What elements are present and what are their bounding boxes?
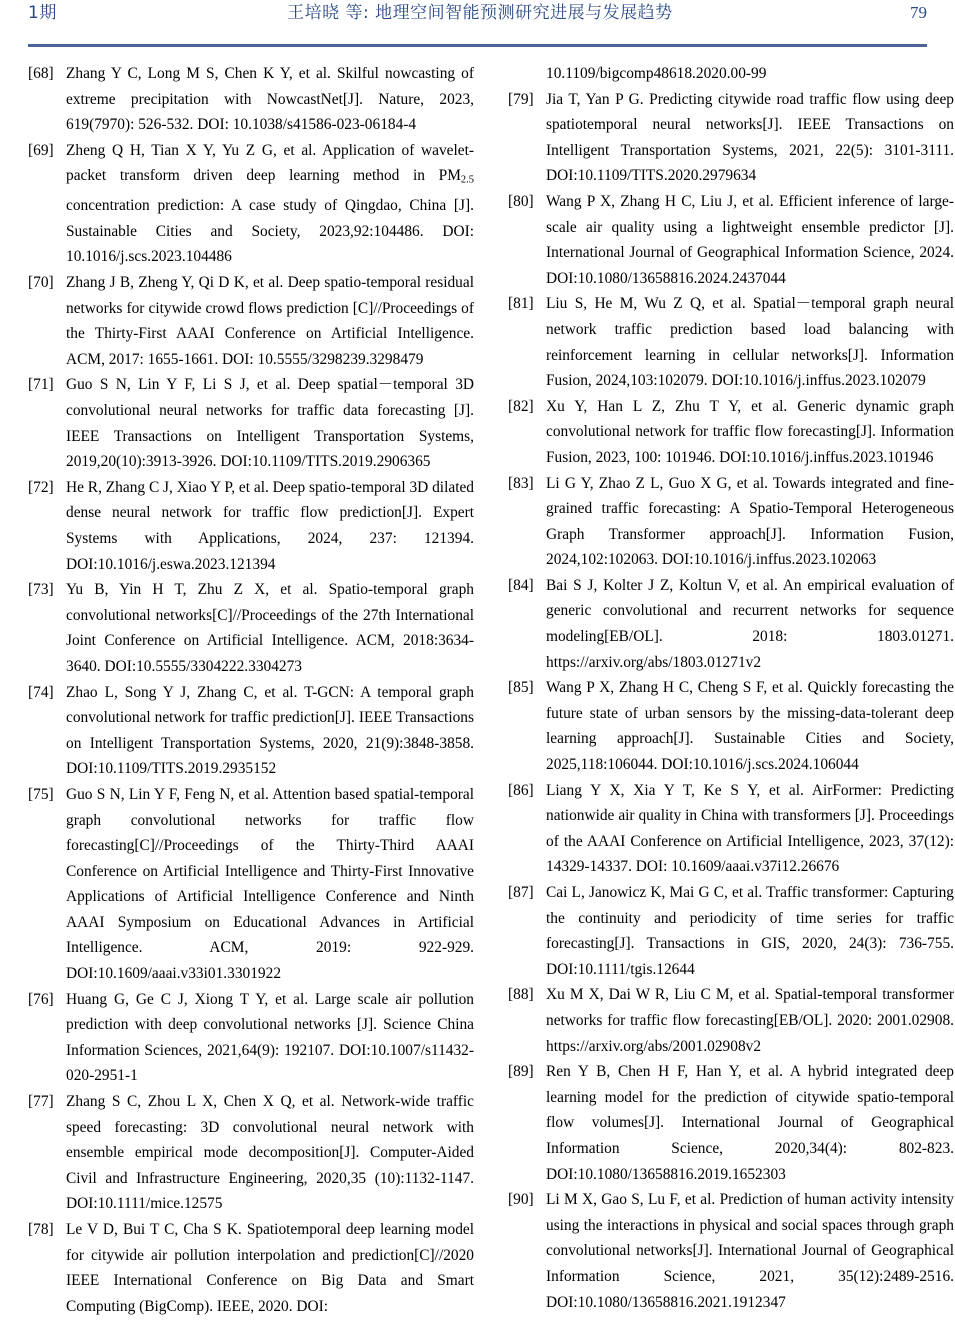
running-header xyxy=(28,0,927,44)
reference-number: [86] xyxy=(508,781,534,799)
reference-entry xyxy=(28,577,474,679)
reference-entry xyxy=(508,291,954,393)
reference-text: Xu M X, Dai W R, Liu C M, et al. Spatial-temporal transformer networks for traffic flow forecasting[EB/OL]. 2020: 2001.02908. https://arxiv.org/abs/2001.02908v2 xyxy=(546,986,954,1055)
reference-number: [80] xyxy=(508,192,534,210)
reference-entry xyxy=(508,394,954,471)
reference-number: [68] xyxy=(28,65,54,82)
reference-text: Wang P X, Zhang H C, Cheng S F, et al. Quickly forecasting the future state of urban sensors by the missing-data-tolerant deep learning approach[J]. Sustainable Cities and Society, 2025,118:106044. DOI:10.1016/j.scs.2024.106044 xyxy=(546,679,954,774)
reference-number: [81] xyxy=(508,295,534,313)
reference-columns xyxy=(28,61,954,1319)
reference-text: Yu B, Yin H T, Zhu Z X, et al. Spatio-temporal graph convolutional networks[C]//Proceedings of the 27th International Joint Conference on Artificial Intelligence. ACM, 2018:3634-3640. DOI:10.5555/3304222.3304273 xyxy=(66,581,474,675)
reference-text: Ren Y B, Chen H F, Han Y, et al. A hybrid integrated deep learning model for the prediction of citywide spatio-temporal flow volumes[J]. International Journal of Geographical Information Science, 2020,34(4): 802-823. DOI:10.1080/13658816.2019.1652303 xyxy=(546,1063,954,1183)
reference-number: [79] xyxy=(508,90,534,108)
reference-number: [82] xyxy=(508,397,534,415)
reference-text: Zhao L, Song Y J, Zhang C, et al. T-GCN: A temporal graph convolutional network for traffic prediction[J]. IEEE Transactions on Intelligent Transportation Systems, 2020, 21(9):3848-3858. DOI:10.1109/TITS.2019.2935152 xyxy=(66,683,474,778)
reference-text: Huang G, Ge C J, Xiong T Y, et al. Large scale air pollution prediction with deep convolutional networks [J]. Science China Information Sciences, 2021,64(9): 192107. DOI:10.1007/s11432-020-2951-1 xyxy=(66,990,474,1085)
reference-entry xyxy=(28,987,474,1089)
reference-entry xyxy=(508,471,954,573)
reference-entry xyxy=(28,138,474,270)
reference-entry xyxy=(28,680,474,782)
reference-entry xyxy=(28,372,474,474)
reference-entry xyxy=(508,778,954,880)
right-column xyxy=(508,61,954,1315)
reference-entry xyxy=(28,1089,474,1217)
reference-text: Bai S J, Kolter J Z, Koltun V, et al. An empirical evaluation of generic convolutional and recurrent networks for sequence modeling[EB/OL]. 2018: 1803.01271. https://arxiv.org/abs/1803.01271v2 xyxy=(546,576,954,671)
reference-entry xyxy=(508,982,954,1059)
reference-entry xyxy=(28,475,474,577)
reference-number: [84] xyxy=(508,576,534,594)
reference-number: [88] xyxy=(508,986,534,1004)
reference-number: [71] xyxy=(28,376,54,394)
reference-number: [74] xyxy=(28,683,54,701)
reference-number: [85] xyxy=(508,679,534,697)
reference-text: Zheng Q H, Tian X Y, Yu Z G, et al. Application of wavelet-packet transform driven deep learning method in $PM_{2.5}$ concentration prediction: A case study of Qingdao, China [J]. Sustainable Cities and Society, 2023,92:104486. DOI: 10.1016/j.scs.2023.104486 xyxy=(66,141,474,266)
reference-number: [77] xyxy=(28,1093,54,1111)
reference-text: Liang Y X, Xia Y T, Ke S Y, et al. AirFormer: Predicting nationwide air quality in China with transformers [J]. Proceedings of the AAAI Conference on Artificial Intelligence, 2023, 37(12): 14329-14337. DOI: 10.1609/aaai.v37i12.26676 xyxy=(546,781,954,876)
reference-number: [70] xyxy=(28,274,54,292)
header-title: 王培晓 等: 地理空间智能预测研究进展与发展趋势 xyxy=(287,3,673,23)
reference-text: 10.1109/bigcomp48618.2020.00-99 xyxy=(546,65,767,82)
reference-entry xyxy=(28,782,474,987)
reference-entry xyxy=(508,1059,954,1187)
reference-entry xyxy=(28,270,474,372)
reference-continuation xyxy=(508,61,954,87)
reference-text: Zhang Y C, Long M S, Chen K Y, et al. Skilful nowcasting of extreme precipitation with NowcastNet[J]. Nature, 2023, 619(7970): 526-532. DOI: 10.1038/s41586-023-06184-4 xyxy=(66,65,474,134)
subscript: 2.5 xyxy=(460,174,474,186)
left-column xyxy=(28,61,474,1319)
reference-number: [90] xyxy=(508,1191,534,1209)
reference-text: Liu S, He M, Wu Z Q, et al. Spatial－temporal graph neural network traffic prediction based load balancing with reinforcement learning in cellular networks[J]. Information Fusion, 2024,103:102079. DOI:10.1016/j.inffus.2023.102079 xyxy=(546,295,954,390)
reference-entry xyxy=(508,675,954,777)
reference-entry xyxy=(508,87,954,189)
reference-number: [75] xyxy=(28,785,54,803)
reference-number: [69] xyxy=(28,141,54,159)
reference-number: [73] xyxy=(28,581,54,599)
reference-text: Zhang J B, Zheng Y, Qi D K, et al. Deep spatio-temporal residual networks for citywide crowd flows prediction [C]//Proceedings of the Thirty-First AAAI Conference on Artificial Intelligence. ACM, 2017: 1655-1661. DOI: 10.5555/3298239.3298479 xyxy=(66,274,474,368)
reference-text: Le V D, Bui T C, Cha S K. Spatiotemporal deep learning model for citywide air pollution interpolation and prediction[C]//2020 IEEE International Conference on Big Data and Smart Computing (BigComp). IEEE, 2020. DOI: xyxy=(66,1221,474,1315)
reference-text: Guo S N, Lin Y F, Li S J, et al. Deep spatial－temporal 3D convolutional neural networks for traffic data forecasting [J]. IEEE Transactions on Intelligent Transportation Systems, 2019,20(10):3913-3926. DOI:10.1109/TITS.2019.2906365 xyxy=(66,376,474,471)
reference-text: He R, Zhang C J, Xiao Y P, et al. Deep spatio-temporal 3D dilated dense neural network for traffic flow prediction[J]. Expert Systems with Applications, 2024, 237: 121394. DOI:10.1016/j.eswa.2023.121394 xyxy=(66,478,474,573)
header-divider xyxy=(28,44,927,47)
reference-text: Wang P X, Zhang H C, Liu J, et al. Efficient inference of large-scale air quality using a lightweight ensemble predictor [J]. International Journal of Geographical Information Science, 2024. DOI:10.1080/13658816.2024.2437044 xyxy=(546,192,954,287)
reference-text: Guo S N, Lin Y F, Feng N, et al. Attention based spatial-temporal graph convolutional networks for traffic flow forecasting[C]//Proceedings of the Thirty-Third AAAI Conference on Artificial Intelligence and Thirty-First Innovative Applications of Artificial Intelligence Conference and Ninth AAAI Symposium on Educational Advances in Artificial Intelligence. ACM, 2019: 922-929. DOI:10.1609/aaai.v33i01.3301922 xyxy=(66,785,474,983)
reference-entry xyxy=(508,880,954,982)
reference-entry xyxy=(508,573,954,675)
reference-number: [87] xyxy=(508,884,534,901)
reference-number: [89] xyxy=(508,1063,534,1081)
reference-entry xyxy=(28,1217,474,1319)
reference-entry xyxy=(508,189,954,291)
reference-text: Li G Y, Zhao Z L, Guo X G, et al. Towards integrated and fine-grained traffic forecasting: A Spatio-Temporal Heterogeneous Graph Transformer approach[J]. Information Fusion, 2024,102:102063. DOI:10.1016/j.inffus.2023.102063 xyxy=(546,474,954,569)
reference-number: [83] xyxy=(508,474,534,492)
header-issue: 1期 xyxy=(28,3,57,23)
reference-entry xyxy=(508,1187,954,1315)
reference-text: Zhang S C, Zhou L X, Chen X Q, et al. Network-wide traffic speed forecasting: 3D convolutional neural network with ensemble empirical mode decomposition[J]. Computer-Aided Civil and Infrastructure Engineering, 2020,35 (10):1132-1147. DOI:10.1111/mice.12575 xyxy=(66,1093,474,1213)
reference-text: Cai L, Janowicz K, Mai G C, et al. Traffic transformer: Capturing the continuity and periodicity of time series for traffic forecasting[J]. Transactions in GIS, 2020, 24(3): 736-755. DOI:10.1111/tgis.12644 xyxy=(546,884,954,978)
reference-text: Xu Y, Han L Z, Zhu T Y, et al. Generic dynamic graph convolutional network for traffic flow forecasting[J]. Information Fusion, 2023, 100: 101946. DOI:10.1016/j.inffus.2023.101946 xyxy=(546,397,954,466)
reference-entry xyxy=(28,61,474,138)
reference-number: [78] xyxy=(28,1221,54,1239)
reference-number: [72] xyxy=(28,478,54,496)
page-number: 79 xyxy=(910,3,927,22)
reference-text: Jia T, Yan P G. Predicting citywide road traffic flow using deep spatiotemporal neural networks[J]. IEEE Transactions on Intelligent Transportation Systems, 2021, 22(5): 3101-3111. DOI:10.1109/TITS.2020.2979634 xyxy=(546,90,954,185)
reference-number: [76] xyxy=(28,990,54,1008)
reference-text: Li M X, Gao S, Lu F, et al. Prediction of human activity intensity using the interactions in physical and social spaces through graph convolutional networks[J]. International Journal of Geographical Information Science, 2021, 35(12):2489-2516. DOI:10.1080/13658816.2021.1912347 xyxy=(546,1191,954,1311)
